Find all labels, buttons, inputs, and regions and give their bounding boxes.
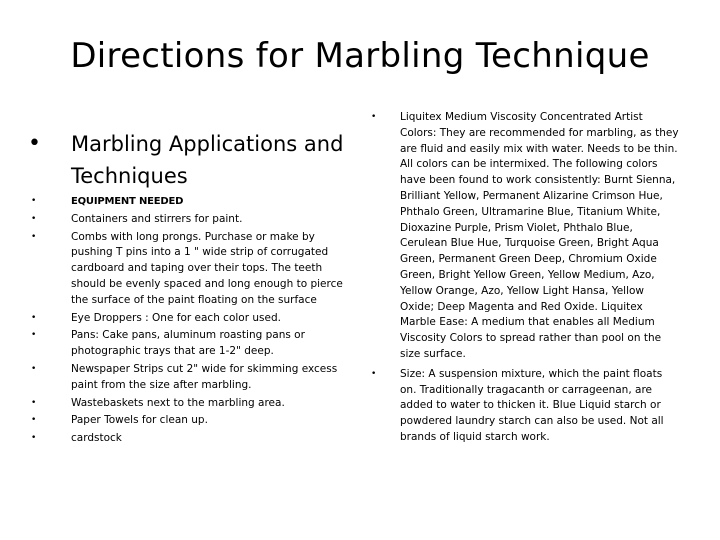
list-item	[28, 362, 346, 394]
list-item	[28, 230, 346, 309]
list-item	[368, 367, 680, 446]
list-item-text: cardstock	[71, 432, 122, 445]
bullet-icon: •	[371, 368, 377, 379]
section-heading-text: Marbling Applications and Techniques	[71, 132, 344, 188]
bullet-icon: •	[31, 213, 37, 224]
slide-title: Directions for Marbling Technique	[70, 36, 650, 76]
list-item	[28, 413, 346, 429]
list-item	[28, 328, 346, 360]
bullet-icon: •	[371, 112, 377, 122]
list-item-text: Combs with long prongs. Purchase or make by pushing T pins into a 1 " wide strip of corrugated cardboard and taping over their tops. The teeth should be evenly spaced and long enough to pierce the surface of the paint floating on the surface	[71, 230, 343, 306]
list-item	[28, 311, 346, 327]
materials-list	[368, 110, 680, 450]
list-item	[28, 212, 346, 228]
bullet-icon: •	[31, 415, 37, 426]
bullet-icon: •	[31, 196, 37, 206]
list-item-text: Containers and stirrers for paint.	[71, 212, 243, 225]
list-item	[368, 110, 680, 363]
list-item	[28, 396, 346, 412]
list-item-text: Paper Towels for clean up.	[71, 414, 208, 427]
bullet-icon: •	[31, 433, 37, 444]
bullet-icon: •	[31, 363, 37, 374]
list-item-text: Pans: Cake pans, aluminum roasting pans or photographic trays that are 1-2" deep.	[71, 329, 305, 358]
equipment-list	[28, 194, 346, 449]
list-item-text: Liquitex Medium Viscosity Concentrated Artist Colors: They are recommended for marbling, as they are fluid and easily mix with water. Needs to be thin. All colors can be intermixed. The following colors have been found to work consistently: Burnt Sienna, Brilliant Yellow, Permanent Alizarine Crimson Hue, Phthalo Green, Ultramarine Blue, Titanium White, Dioxazine Purple, Prism Violet, Phthalo Blue, Cerulean Blue Hue, Turquoise Green, Bright Aqua Green, Permanent Green Deep, Chromium Oxide Green, Bright Yellow Green, Yellow Medium, Azo, Yellow Orange, Azo, Yellow Light Hansa, Yellow Oxide; Deep Magenta and Red Oxide. Liquitex Marble Ease: A medium that enables all Medium Viscosity Colors to spread rather than pool on the size surface.	[400, 111, 679, 360]
bullet-icon: •	[31, 231, 37, 242]
list-item	[28, 194, 346, 210]
section-heading	[28, 128, 348, 192]
bullet-icon: •	[31, 397, 37, 408]
list-item	[28, 431, 346, 447]
bullet-icon: •	[28, 131, 41, 156]
bullet-icon: •	[31, 312, 37, 323]
list-item-text: Wastebaskets next to the marbling area.	[71, 396, 285, 409]
bullet-icon: •	[31, 330, 37, 341]
list-item-text: Eye Droppers : One for each color used.	[71, 311, 281, 324]
list-item-text: Size: A suspension mixture, which the paint floats on. Traditionally tragacanth or carrageenan, are added to water to thicken it. Blue Liquid starch or powdered laundry starch can also be used. Not all brands of liquid starch work.	[400, 367, 664, 443]
list-item-text: EQUIPMENT NEEDED	[71, 196, 184, 207]
list-item-text: Newspaper Strips cut 2" wide for skimming excess paint from the size after marbling.	[71, 362, 338, 391]
